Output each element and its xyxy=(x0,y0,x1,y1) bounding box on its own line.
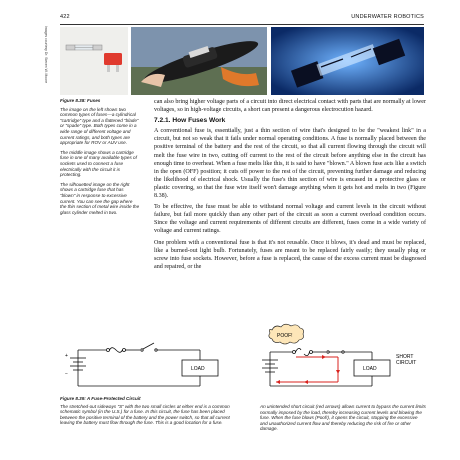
poof-label: POOF! xyxy=(277,333,293,339)
battery-minus-label: − xyxy=(65,371,68,377)
fuse-types-photo xyxy=(60,27,128,95)
blown-fuse-photo xyxy=(271,27,424,95)
figure-839-caption-right: An unintended short circuit (red arrows) allows current to bypass the current limits normally imposed by the load, thereby increasing current levels and blowing the fuse. When the fuse blows (Poof!), it opens the circuit, stopping the excessive and unauthorized current flow and thereby reducing the risk of fire or other damage. xyxy=(260,404,426,432)
figure-838-caption xyxy=(60,98,140,219)
figure-838-paragraph: The silhouetted image on the right shows a cartridge fuse that has "blown" in response to excessive current. You can see the gap where the thin section of metal wire inside the glass cylinder melted in two. xyxy=(60,181,140,215)
figure-838-title: Figure 8.38: Fuses xyxy=(60,98,101,103)
figure-838-paragraph: The image on the left shows two common types of fuses—a cylindrical "cartridge" type and a flattened "blade" or "spade" type. Both types come in a wide range of different voltage and current ratings, and both types are appropriate for ROV or AUV use. xyxy=(60,106,139,146)
header-rule xyxy=(60,24,424,25)
figure-839-caption-text: The stretched-out sideways "S" with the two small circles at either end is a common schematic symbol (in the U.S.) for a fuse. In this circuit, the fuse has been placed between the positive terminal of the battery and the power switch, so that all current leaving the battery must flow through the fuse. This is a good location for a fuse. xyxy=(60,403,230,426)
photo-credit: Images courtesy Dr. Steven W. Moore xyxy=(44,26,48,84)
figure-839-title: Figure 8.39: A Fuse-Protected Circuit xyxy=(60,396,141,401)
body-text xyxy=(154,98,426,274)
section-heading: 7.2.1. How Fuses Work xyxy=(154,117,226,125)
intro-paragraph: can also bring higher voltage parts of a circuit into direct electrical contact with parts that are normally at lower voltages, so in high-voltage circuits, a short can present a dangerous electrocution hazard. xyxy=(154,99,426,114)
page-header xyxy=(60,14,424,24)
short-circuit-label: SHORT xyxy=(396,354,414,360)
figure-839-caption-left xyxy=(60,396,240,426)
page-number: 422 xyxy=(60,14,70,20)
short-circuit-label: CIRCUIT xyxy=(396,360,417,366)
running-title: UNDERWATER ROBOTICS xyxy=(351,14,424,20)
short-circuit-diagram xyxy=(256,322,428,394)
fuse-circuit-diagram xyxy=(60,328,220,394)
load-label: LOAD xyxy=(363,366,377,372)
body-paragraph: One problem with a conventional fuse is that it's not reusable. Once it blows, it's dead and must be replaced, like a burned-out light bulb. Fortunately, fuses are meant to be replaced fairly easily; they usually plug or screw into fuse sockets. However, before a fuse is replaced, the cause of the excess current must be diagnosed and repaired, or the xyxy=(154,239,426,270)
figure-838-paragraph: The middle image shows a cartridge fuse in one of many available types of sockets used to connect a fuse electrically with the circuit it is protecting. xyxy=(60,149,137,178)
load-label: LOAD xyxy=(191,366,205,372)
body-paragraph: A conventional fuse is, essentially, just a thin section of wire that's designed to be the "weakest link" in a circuit, but not so weak that it fails under normal operating conditions. A fuse is normally placed between the positive terminal of the battery and the rest of the circuit, so that all current flowing through the circuit will melt the fuse wire in two, cutting off current to the rest of the circuit before anything else in the circuit has enough time to overheat. When a fuse melts like this, it is said to have "blown." A blown fuse acts like a switch in the open (OFF) position; it cuts off power to the rest of the circuit, preventing further damage and reducing the likelihood of electrical shock. Usually the fuse's thin section of wire is encased in a protective glass or plastic covering, so that the fuse wire itself won't damage anything when it gets hot and melts in two (Figure 8.38). xyxy=(154,128,426,200)
fuse-socket-photo xyxy=(131,27,267,95)
battery-plus-label: + xyxy=(65,353,68,359)
body-paragraph: To be effective, the fuse must be able to withstand normal voltage and current levels in the circuit without failure, but fail more quickly than any other part of the circuit as soon a current overload condition occurs. Since the voltage and current requirements of different circuits are different, fuses come in a wide variety of voltage and current ratings. xyxy=(154,204,426,235)
